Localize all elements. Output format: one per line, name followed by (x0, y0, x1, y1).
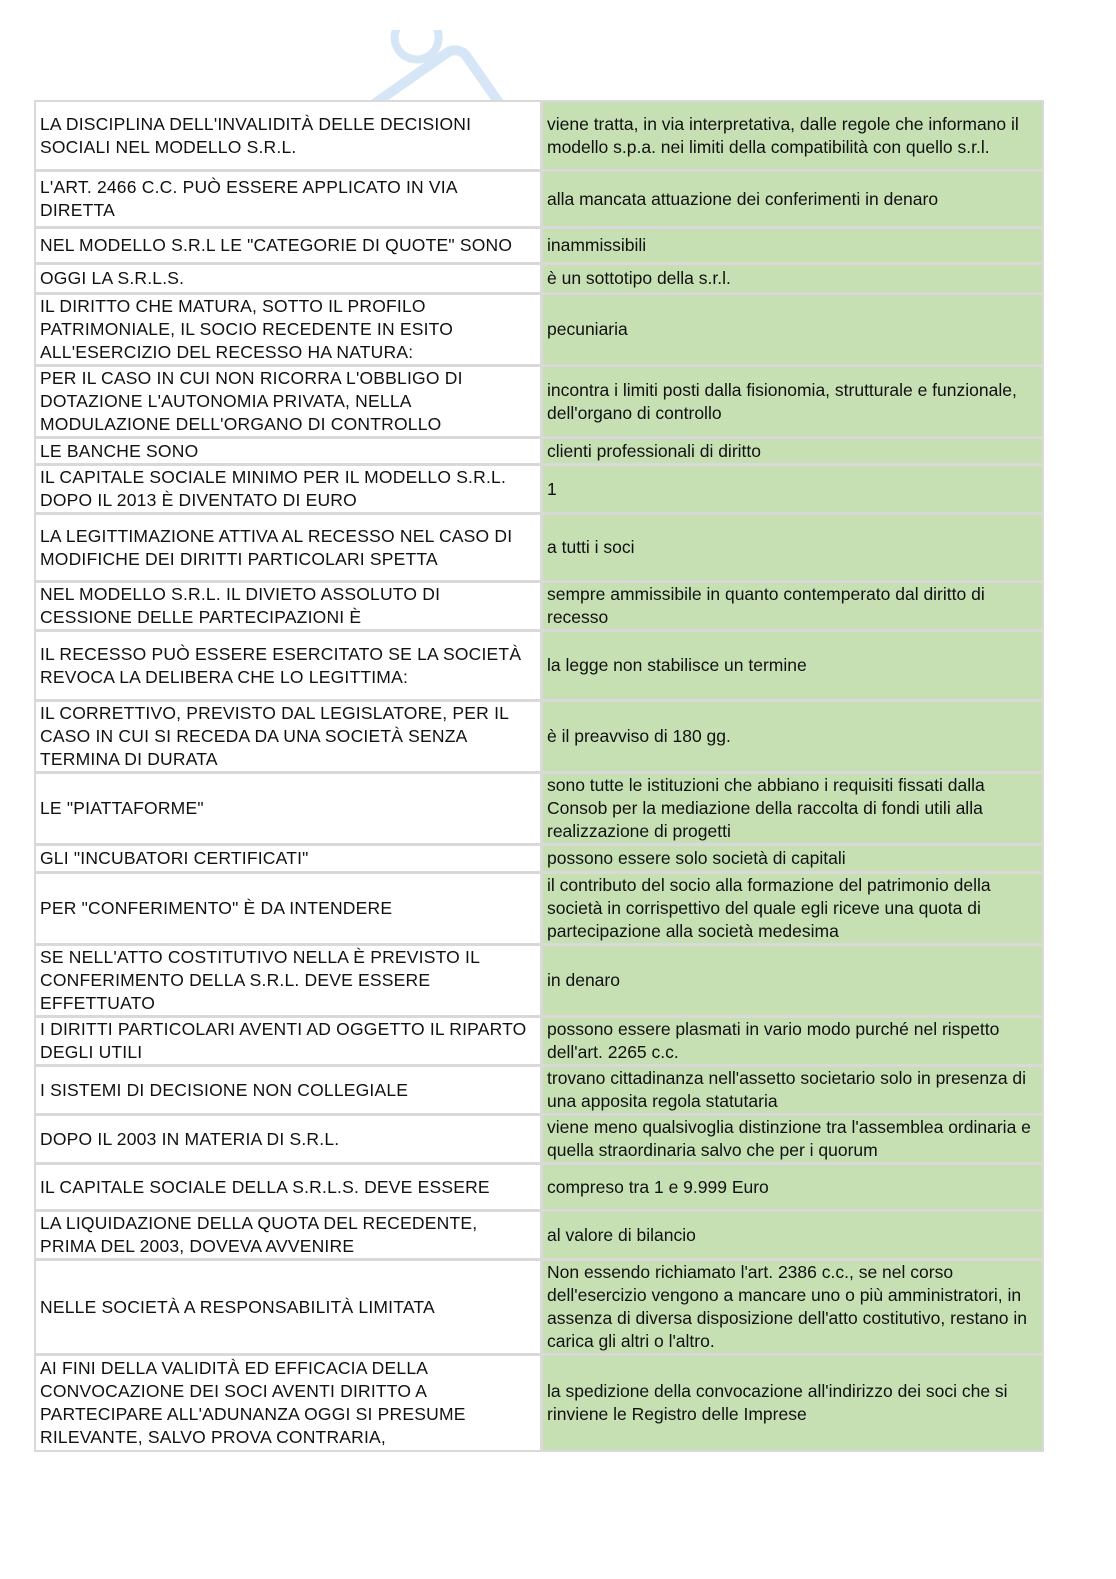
table-row (36, 846, 1042, 874)
question-cell: LA DISCIPLINA DELL'INVALIDITÀ DELLE DECISIONI SOCIALI NEL MODELLO S.R.L. (36, 102, 543, 172)
question-cell: GLI "INCUBATORI CERTIFICATI" (36, 846, 543, 874)
question-cell: OGGI LA S.R.L.S. (36, 265, 543, 295)
question-cell: LE "PIATTAFORME" (36, 774, 543, 846)
table-row (36, 1116, 1042, 1165)
question-cell: NELLE SOCIETÀ A RESPONSABILITÀ LIMITATA (36, 1261, 543, 1356)
answer-cell: viene meno qualsivoglia distinzione tra l'assemblea ordinaria e quella straordinaria salvo che per i quorum (543, 1116, 1042, 1165)
question-cell: L'ART. 2466 C.C. PUÒ ESSERE APPLICATO IN VIA DIRETTA (36, 172, 543, 229)
question-cell: IL CAPITALE SOCIALE MINIMO PER IL MODELLO S.R.L. DOPO IL 2013 È DIVENTATO DI EURO (36, 466, 543, 515)
answer-cell: compreso tra 1 e 9.999 Euro (543, 1165, 1042, 1212)
question-cell: PER "CONFERIMENTO" È DA INTENDERE (36, 874, 543, 946)
question-cell: PER IL CASO IN CUI NON RICORRA L'OBBLIGO DI DOTAZIONE L'AUTONOMIA PRIVATA, NELLA MODULAZIONE DELL'ORGANO DI CONTROLLO (36, 367, 543, 439)
table-row (36, 1356, 1042, 1450)
answer-cell: alla mancata attuazione dei conferimenti in denaro (543, 172, 1042, 229)
question-cell: NEL MODELLO S.R.L. IL DIVIETO ASSOLUTO DI CESSIONE DELLE PARTECIPAZIONI È (36, 583, 543, 632)
answer-cell: la spedizione della convocazione all'indirizzo dei soci che si rinviene le Registro delle Imprese (543, 1356, 1042, 1450)
answer-cell: al valore di bilancio (543, 1212, 1042, 1261)
question-cell: I DIRITTI PARTICOLARI AVENTI AD OGGETTO IL RIPARTO DEGLI UTILI (36, 1018, 543, 1067)
table-row (36, 466, 1042, 515)
answer-cell: clienti professionali di diritto (543, 439, 1042, 466)
answer-cell: pecuniaria (543, 295, 1042, 367)
answer-cell: la legge non stabilisce un termine (543, 632, 1042, 702)
question-cell: I SISTEMI DI DECISIONE NON COLLEGIALE (36, 1067, 543, 1116)
qa-table (34, 100, 1044, 1452)
question-cell: IL DIRITTO CHE MATURA, SOTTO IL PROFILO PATRIMONIALE, IL SOCIO RECEDENTE IN ESITO ALL'ESERCIZIO DEL RECESSO HA NATURA: (36, 295, 543, 367)
question-cell: NEL MODELLO S.R.L LE "CATEGORIE DI QUOTE" SONO (36, 229, 543, 265)
answer-cell: possono essere plasmati in vario modo purché nel rispetto dell'art. 2265 c.c. (543, 1018, 1042, 1067)
answer-cell: è il preavviso di 180 gg. (543, 702, 1042, 774)
question-cell: DOPO IL 2003 IN MATERIA DI S.R.L. (36, 1116, 543, 1165)
answer-cell: è un sottotipo della s.r.l. (543, 265, 1042, 295)
question-cell: IL RECESSO PUÒ ESSERE ESERCITATO SE LA SOCIETÀ REVOCA LA DELIBERA CHE LO LEGITTIMA: (36, 632, 543, 702)
answer-cell: 1 (543, 466, 1042, 515)
question-cell: AI FINI DELLA VALIDITÀ ED EFFICACIA DELLA CONVOCAZIONE DEI SOCI AVENTI DIRITTO A PARTECIPARE ALL'ADUNANZA OGGI SI PRESUME RILEVANTE, SALVO PROVA CONTRARIA, (36, 1356, 543, 1450)
answer-cell: in denaro (543, 946, 1042, 1018)
answer-cell: incontra i limiti posti dalla fisionomia, strutturale e funzionale, dell'organo di controllo (543, 367, 1042, 439)
table-row (36, 632, 1042, 702)
table-row (36, 874, 1042, 946)
answer-cell: trovano cittadinanza nell'assetto societario solo in presenza di una apposita regola statutaria (543, 1067, 1042, 1116)
answer-cell: a tutti i soci (543, 515, 1042, 583)
table-row (36, 1018, 1042, 1067)
table-row (36, 367, 1042, 439)
table-row (36, 1261, 1042, 1356)
table-row (36, 702, 1042, 774)
answer-cell: sono tutte le istituzioni che abbiano i requisiti fissati dalla Consob per la mediazione della raccolta di fondi utili alla realizzazione di progetti (543, 774, 1042, 846)
table-row (36, 439, 1042, 466)
question-cell: LE BANCHE SONO (36, 439, 543, 466)
question-cell: LA LIQUIDAZIONE DELLA QUOTA DEL RECEDENTE, PRIMA DEL 2003, DOVEVA AVVENIRE (36, 1212, 543, 1261)
answer-cell: sempre ammissibile in quanto contemperato dal diritto di recesso (543, 583, 1042, 632)
table-row (36, 515, 1042, 583)
table-row (36, 295, 1042, 367)
answer-cell: Non essendo richiamato l'art. 2386 c.c., se nel corso dell'esercizio vengono a mancare uno o più amministratori, in assenza di diversa disposizione dell'atto costitutivo, restano in carica gli altri o l'altro. (543, 1261, 1042, 1356)
table-row (36, 265, 1042, 295)
table-row (36, 1067, 1042, 1116)
question-cell: LA LEGITTIMAZIONE ATTIVA AL RECESSO NEL CASO DI MODIFICHE DEI DIRITTI PARTICOLARI SPETTA (36, 515, 543, 583)
question-cell: IL CAPITALE SOCIALE DELLA S.R.L.S. DEVE ESSERE (36, 1165, 543, 1212)
table-row (36, 946, 1042, 1018)
answer-cell: possono essere solo società di capitali (543, 846, 1042, 874)
table-row (36, 102, 1042, 172)
answer-cell: inammissibili (543, 229, 1042, 265)
table-row (36, 1212, 1042, 1261)
question-cell: SE NELL'ATTO COSTITUTIVO NELLA È PREVISTO IL CONFERIMENTO DELLA S.R.L. DEVE ESSERE EFFETTUATO (36, 946, 543, 1018)
table-row (36, 774, 1042, 846)
answer-cell: il contributo del socio alla formazione del patrimonio della società in corrispettivo del quale egli riceve una quota di partecipazione alla società medesima (543, 874, 1042, 946)
table-row (36, 229, 1042, 265)
answer-cell: viene tratta, in via interpretativa, dalle regole che informano il modello s.p.a. nei limiti della compatibilità con quello s.r.l. (543, 102, 1042, 172)
question-cell: IL CORRETTIVO, PREVISTO DAL LEGISLATORE, PER IL CASO IN CUI SI RECEDA DA UNA SOCIETÀ SENZA TERMINA DI DURATA (36, 702, 543, 774)
table-row (36, 583, 1042, 632)
table-row (36, 1165, 1042, 1212)
table-row (36, 172, 1042, 229)
